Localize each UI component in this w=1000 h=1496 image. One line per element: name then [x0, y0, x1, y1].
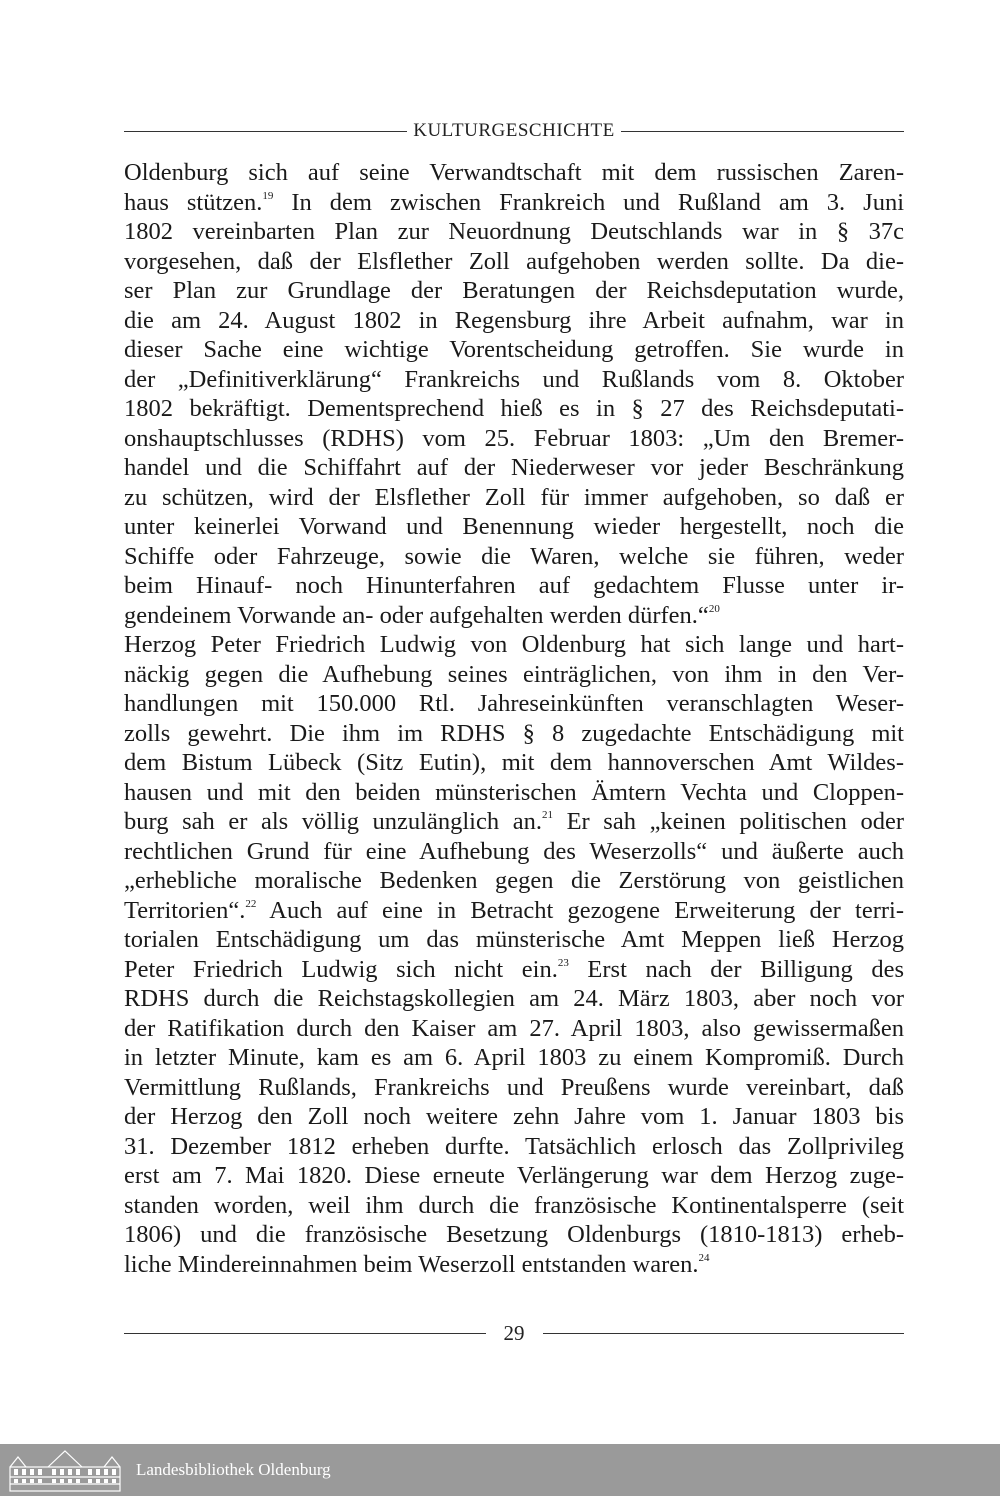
text-line: [124, 542, 904, 572]
header-rule-left: [124, 131, 407, 132]
text-line: [124, 276, 904, 306]
text-line: [124, 807, 904, 837]
text-line: [124, 158, 904, 188]
text-line: [124, 1073, 904, 1103]
text-segment: Schiffe oder Fahrzeuge, sowie die Waren, welche sie führen, weder: [124, 542, 904, 570]
text-line: [124, 601, 904, 631]
text-line: [124, 1043, 904, 1073]
text-segment: hausen und mit den beiden münsterischen Ämtern Vechta und Cloppen-: [124, 778, 904, 806]
text-line: [124, 1191, 904, 1221]
library-bar: [0, 1444, 1000, 1496]
text-line: [124, 719, 904, 749]
text-line: [124, 748, 904, 778]
text-line: [124, 955, 904, 985]
footnote-marker: 20: [708, 602, 720, 615]
text-line: [124, 365, 904, 395]
text-segment: der Ratifikation durch den Kaiser am 27. April 1803, also gewissermaßen: [124, 1014, 904, 1042]
text-segment: in letzter Minute, kam es am 6. April 1803 zu einem Kompromiß. Durch: [124, 1044, 904, 1071]
text-line: [124, 984, 904, 1014]
text-segment: standen worden, weil ihm durch die französische Kontinentalsperre (seit: [124, 1191, 904, 1219]
text-segment: gendeinem Vorwande an- oder aufgehalten werden dürfen.“: [124, 601, 709, 629]
text-segment: In dem zwischen Frankreich und Rußland am 3. Juni: [273, 188, 905, 216]
text-segment: torialen Entschädigung um das münsterische Amt Meppen ließ Herzog: [124, 926, 904, 953]
text-line: [124, 1102, 904, 1132]
text-segment: zolls gewehrt. Die ihm im RDHS § 8 zugedachte Entschädigung mit: [124, 719, 904, 747]
text-segment: dieser Sache eine wichtige Vorentscheidung getroffen. Sie wurde in: [124, 336, 904, 363]
text-line: [124, 866, 904, 896]
text-segment: 31. Dezember 1812 erheben durfte. Tatsächlich erlosch das Zollprivileg: [124, 1132, 904, 1160]
footnote-marker: 23: [557, 956, 569, 969]
text-segment: die am 24. August 1802 in Regensburg ihre Arbeit aufnahm, war in: [124, 306, 904, 334]
header-rule-right: [621, 131, 904, 132]
text-segment: Peter Friedrich Ludwig sich nicht ein.: [124, 955, 558, 983]
text-segment: ser Plan zur Grundlage der Beratungen der Reichsdeputation wurde,: [124, 277, 904, 304]
text-segment: handlungen mit 150.000 Rtl. Jahreseinkünften veranschlagten Weser-: [124, 690, 904, 717]
text-line: [124, 1220, 904, 1250]
text-segment: dem Bistum Lübeck (Sitz Eutin), mit dem hannoverschen Amt Wildes-: [124, 749, 904, 776]
text-line: [124, 188, 904, 218]
text-line: [124, 1250, 904, 1280]
page-number: 29: [503, 1320, 525, 1345]
text-line: [124, 483, 904, 513]
text-segment: vorgesehen, daß der Elsflether Zoll aufgehoben werden sollte. Da die-: [124, 247, 904, 275]
text-segment: 1802 bekräftigt. Dementsprechend hieß es in § 27 des Reichsdeputati-: [124, 395, 904, 422]
text-segment: Erst nach der Billigung des: [568, 955, 904, 983]
text-segment: näckig gegen die Aufhebung seines einträglichen, von ihm in den Ver-: [124, 660, 904, 688]
library-building-icon: [4, 1447, 126, 1493]
text-segment: Territorien“.: [124, 896, 246, 924]
footnote-marker: 21: [541, 809, 553, 821]
text-line: [124, 571, 904, 601]
text-segment: handel und die Schiffahrt auf der Niederweser vor jeder Beschränkung: [124, 454, 904, 481]
text-line: [124, 925, 904, 955]
text-segment: Vermittlung Rußlands, Frankreichs und Preußens wurde vereinbart, daß: [124, 1073, 904, 1101]
text-segment: Oldenburg sich auf seine Verwandtschaft mit dem russischen Zaren-: [124, 159, 904, 186]
text-segment: haus stützen.: [124, 188, 263, 216]
footnote-marker: 22: [245, 897, 257, 910]
text-segment: 1806) und die französische Besetzung Oldenburgs (1810-1813) erheb-: [124, 1221, 904, 1248]
text-line: [124, 453, 904, 483]
header-title: KULTURGESCHICHTE: [413, 120, 615, 141]
page-footer: [124, 1319, 904, 1347]
text-segment: „erhebliche moralische Bedenken gegen die Zerstörung von geistlichen: [124, 867, 904, 894]
text-segment: Auch auf eine in Betracht gezogene Erweiterung der terri-: [256, 896, 904, 924]
text-line: [124, 896, 904, 926]
text-segment: zu schützen, wird der Elsflether Zoll für immer aufgehoben, so daß er: [124, 483, 904, 511]
text-segment: RDHS durch die Reichstagskollegien am 24. März 1803, aber noch vor: [124, 985, 904, 1012]
text-line: [124, 247, 904, 277]
text-line: [124, 394, 904, 424]
text-line: [124, 630, 904, 660]
text-segment: der Herzog den Zoll noch weitere zehn Jahre vom 1. Januar 1803 bis: [124, 1103, 904, 1130]
text-line: [124, 512, 904, 542]
text-segment: der „Definitiverklärung“ Frankreichs und Rußlands vom 8. Oktober: [124, 365, 904, 393]
text-line: [124, 778, 904, 808]
text-line: [124, 1014, 904, 1044]
footnote-marker: 19: [262, 189, 274, 202]
text-line: [124, 1161, 904, 1191]
text-line: [124, 335, 904, 365]
text-line: [124, 306, 904, 336]
text-segment: liche Mindereinnahmen beim Weserzoll entstanden waren.: [124, 1250, 699, 1278]
text-segment: erst am 7. Mai 1820. Diese erneute Verlängerung war dem Herzog zuge-: [124, 1162, 904, 1189]
text-segment: onshauptschlusses (RDHS) vom 25. Februar 1803: „Um den Bremer-: [124, 424, 904, 452]
text-line: [124, 1132, 904, 1162]
library-name: Landesbibliothek Oldenburg: [136, 1460, 331, 1479]
footer-rule-right: [543, 1333, 905, 1334]
text-segment: beim Hinauf- noch Hinunterfahren auf gedachtem Flusse unter ir-: [124, 572, 904, 599]
running-header: [124, 118, 904, 144]
body-text: [124, 158, 904, 1279]
text-segment: 1802 vereinbarten Plan zur Neuordnung Deutschlands war in § 37c: [124, 218, 904, 245]
text-line: [124, 837, 904, 867]
footnote-marker: 24: [698, 1251, 710, 1264]
text-segment: rechtlichen Grund für eine Aufhebung des Weserzolls“ und äußerte auch: [124, 837, 904, 865]
text-segment: burg sah er als völlig unzulänglich an.: [124, 808, 542, 835]
text-line: [124, 689, 904, 719]
text-segment: unter keinerlei Vorwand und Benennung wieder hergestellt, noch die: [124, 513, 904, 540]
footer-rule-left: [124, 1333, 486, 1334]
text-segment: Er sah „keinen politischen oder: [552, 808, 904, 835]
text-line: [124, 424, 904, 454]
text-line: [124, 660, 904, 690]
text-line: [124, 217, 904, 247]
text-segment: Herzog Peter Friedrich Ludwig von Oldenburg hat sich lange und hart-: [124, 631, 904, 658]
